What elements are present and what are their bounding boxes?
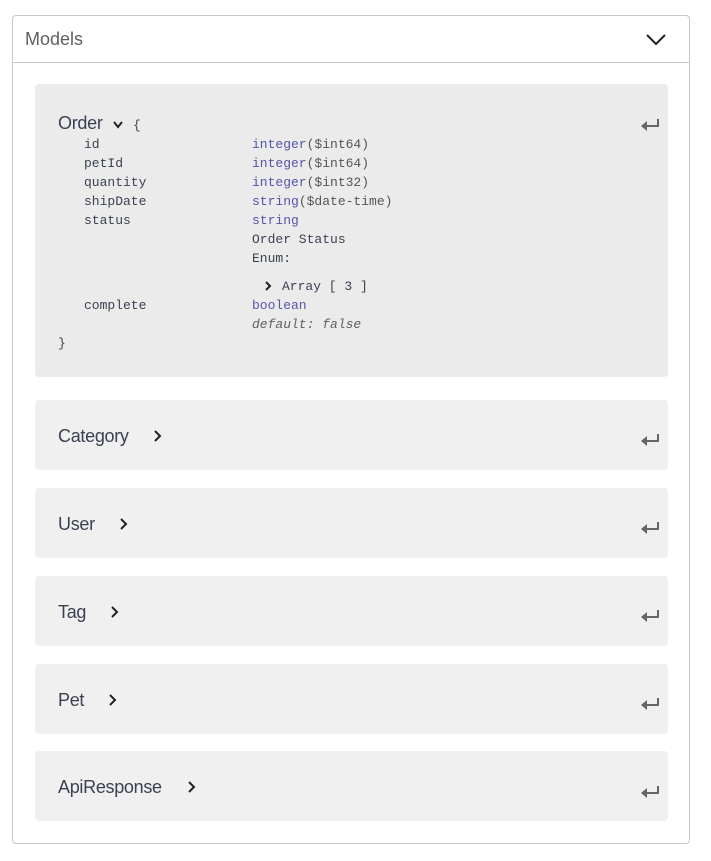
property-name: id (84, 137, 100, 152)
model-name-tag[interactable]: Tag (58, 602, 87, 622)
enum-label: Enum: (252, 251, 292, 266)
chevron-right-icon[interactable] (186, 780, 196, 794)
property-type: integer($int64) (252, 156, 370, 171)
chevron-right-icon[interactable] (118, 517, 128, 531)
property-description: Order Status (252, 232, 346, 247)
chevron-down-icon[interactable] (645, 30, 667, 48)
model-name-apiresponse[interactable]: ApiResponse (58, 777, 162, 797)
model-user[interactable] (35, 488, 668, 558)
model-name-category[interactable]: Category (58, 426, 129, 446)
chevron-down-icon[interactable] (112, 120, 124, 130)
chevron-right-icon[interactable] (109, 605, 119, 619)
property-type: integer($int32) (252, 175, 370, 190)
property-default: default: false (252, 317, 362, 332)
model-pet[interactable] (35, 664, 668, 734)
chevron-right-icon[interactable] (152, 429, 162, 443)
return-arrow-icon[interactable] (640, 520, 660, 534)
model-name-pet[interactable]: Pet (58, 690, 85, 710)
model-tag[interactable] (35, 576, 668, 646)
return-arrow-icon[interactable] (640, 696, 660, 710)
property-type: string (252, 213, 299, 228)
chevron-right-icon[interactable] (107, 693, 117, 707)
open-brace: { (133, 118, 141, 133)
model-apiresponse[interactable] (35, 751, 668, 821)
return-arrow-icon[interactable] (640, 608, 660, 622)
close-brace: } (58, 336, 66, 351)
property-type: string($date-time) (252, 194, 393, 209)
return-arrow-icon[interactable] (640, 432, 660, 446)
model-name-order[interactable]: Order (58, 113, 103, 133)
property-name: complete (84, 298, 147, 313)
enum-array-toggle[interactable]: Array [ 3 ] (282, 279, 368, 294)
return-arrow-icon[interactable] (640, 784, 660, 798)
property-name: shipDate (84, 194, 147, 209)
model-name-user[interactable]: User (58, 514, 95, 534)
model-order (35, 84, 668, 377)
property-type: integer($int64) (252, 137, 370, 152)
models-section (12, 15, 690, 844)
property-type: boolean (252, 298, 307, 313)
chevron-right-icon[interactable] (263, 280, 273, 292)
model-category[interactable] (35, 400, 668, 470)
models-title: Models (25, 29, 84, 49)
property-name: status (84, 213, 131, 228)
property-name: quantity (84, 175, 147, 190)
return-arrow-icon[interactable] (640, 117, 660, 131)
property-name: petId (84, 156, 124, 171)
models-header[interactable] (13, 16, 689, 63)
